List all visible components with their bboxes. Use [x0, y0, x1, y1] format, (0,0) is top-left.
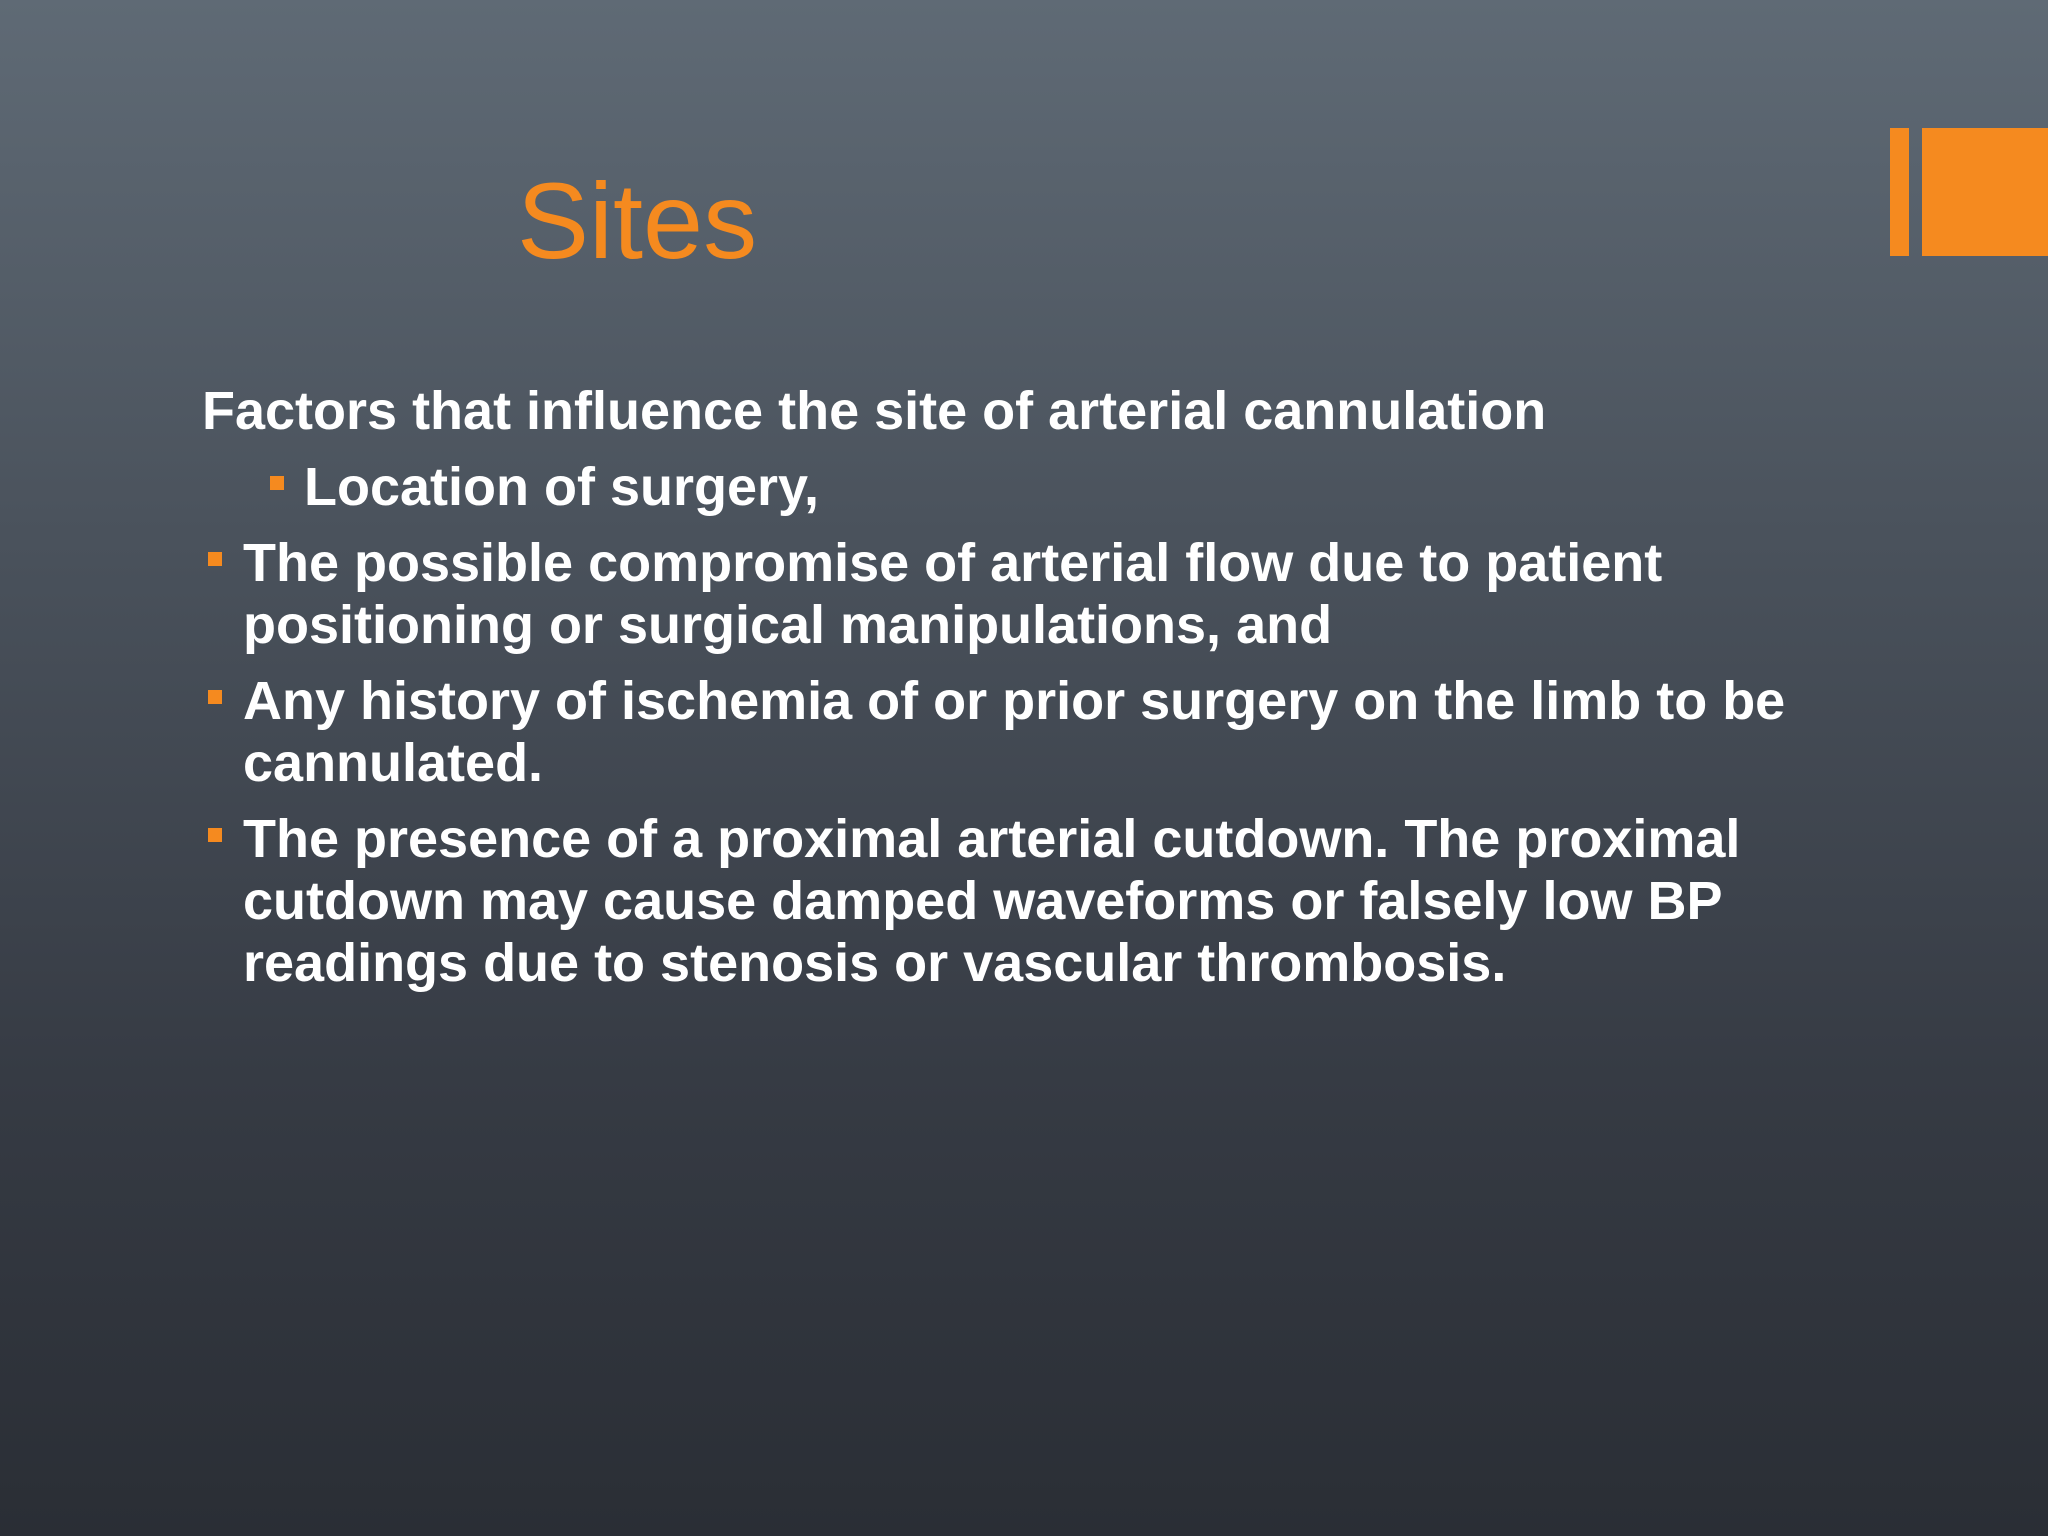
orange-square-bullet-icon — [270, 476, 284, 490]
orange-square-bullet-icon — [208, 828, 222, 842]
orange-square-bullet-icon — [208, 552, 222, 566]
bullet-text: Location of surgery, — [304, 457, 820, 517]
bullet-text: Any history of ischemia of or prior surgery on the limb to be cannulated. — [243, 671, 1786, 793]
orange-square-bullet-icon — [208, 690, 222, 704]
bullet-item-cutdown — [202, 808, 1902, 994]
slide-title: Sites — [517, 160, 758, 281]
accent-bar-block — [1922, 128, 2048, 256]
body-heading: Factors that influence the site of arterial cannulation — [202, 381, 1547, 441]
bullet-item-history — [202, 670, 1902, 794]
accent-bar-thin — [1890, 128, 1909, 256]
bullet-text: The possible compromise of arterial flow due to patient positioning or surgical manipulations, and — [243, 533, 1663, 655]
slide-body — [202, 380, 1902, 1008]
bullet-item-compromise — [202, 532, 1902, 656]
bullet-item-location — [202, 456, 1902, 518]
bullet-text: The presence of a proximal arterial cutdown. The proximal cutdown may cause damped waveforms or falsely low BP readings due to stenosis or vascular thrombosis. — [243, 809, 1741, 993]
